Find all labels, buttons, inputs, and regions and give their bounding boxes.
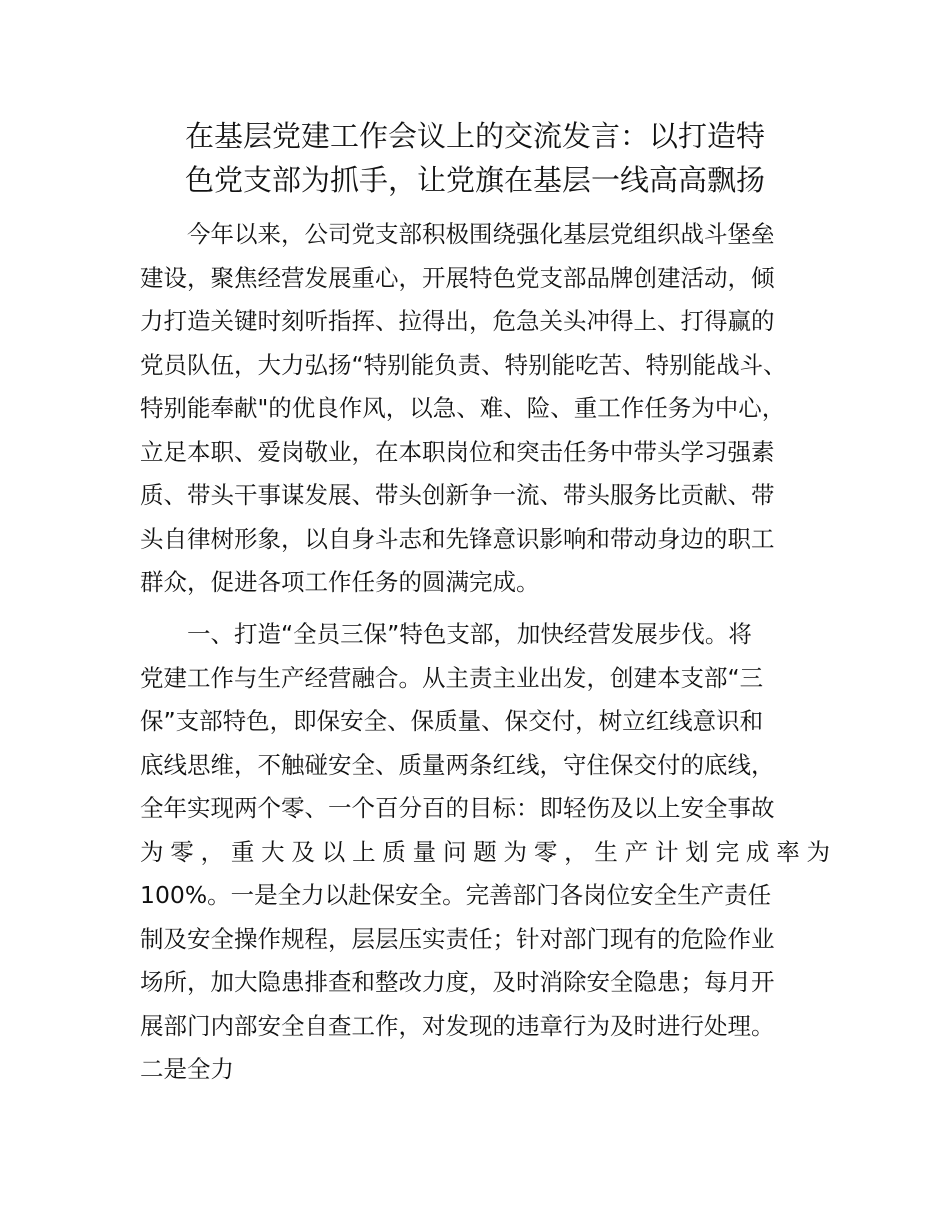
title-line-2: 色党支部为抓手，让党旗在基层一线高高飘扬 (184, 163, 765, 197)
text-line: 一、打造“全员三保”特色支部，加快经营发展步伐。将 (187, 620, 752, 648)
text-line: 力打造关键时刻听指挥、拉得出，危急关头冲得上、打得赢的 (140, 307, 775, 335)
text-line: 党建工作与生产经营融合。从主责主业出发，创建本支部“三 (140, 663, 764, 692)
text-line: 今年以来，公司党支部积极围绕强化基层党组织战斗堡垒 (187, 220, 775, 248)
text-line: 100%。一是全力以赴保安全。完善部门各岗位安全生产责任 (140, 881, 772, 909)
text-line: 党员队伍，大力弘扬“特别能负责、特别能吃苦、特别能战斗、 (140, 350, 787, 379)
paragraph-intro (140, 213, 830, 605)
text-line: 展部门内部安全自查工作，对发现的违章行为及时进行处理。 (140, 1011, 775, 1040)
text-line: 全年实现两个零、一个百分百的目标：即轻伤及以上安全事故 (140, 794, 775, 822)
text-line: 制及安全操作规程，层层压实责任；针对部门现有的危险作业 (140, 924, 775, 953)
text-line: 保”支部特色，即保安全、保质量、保交付，树立红线意识和 (140, 707, 764, 735)
text-line: 立足本职、爱岗敬业，在本职岗位和突击任务中带头学习强素 (140, 437, 775, 466)
text-line: 场所，加大隐患排查和整改力度，及时消除安全隐患；每月开 (140, 968, 775, 996)
text-line: 头自律树形象，以自身斗志和先锋意识影响和带动身边的职工 (140, 524, 775, 553)
text-line: 质、带头干事谋发展、带头创新争一流、带头服务比贡献、带 (140, 481, 775, 509)
text-line: 建设，聚焦经营发展重心，开展特色党支部品牌创建活动，倾 (140, 263, 775, 292)
text-line: 群众，促进各项工作任务的圆满完成。 (140, 568, 540, 596)
text-line: 二是全力 (140, 1055, 234, 1083)
document-title (120, 114, 830, 202)
title-line-1: 在基层党建工作会议上的交流发言：以打造特 (184, 119, 765, 153)
text-line: 特别能奉献"的优良作风，以急、难、险、重工作任务为中心， (140, 394, 786, 422)
text-line: 底线思维，不触碰安全、质量两条红线，守住保交付的底线， (140, 750, 775, 779)
paragraph-section-one (140, 613, 830, 1092)
text-line: 为零，重大及以上质量问题为零，生产计划完成率为 (140, 837, 830, 866)
